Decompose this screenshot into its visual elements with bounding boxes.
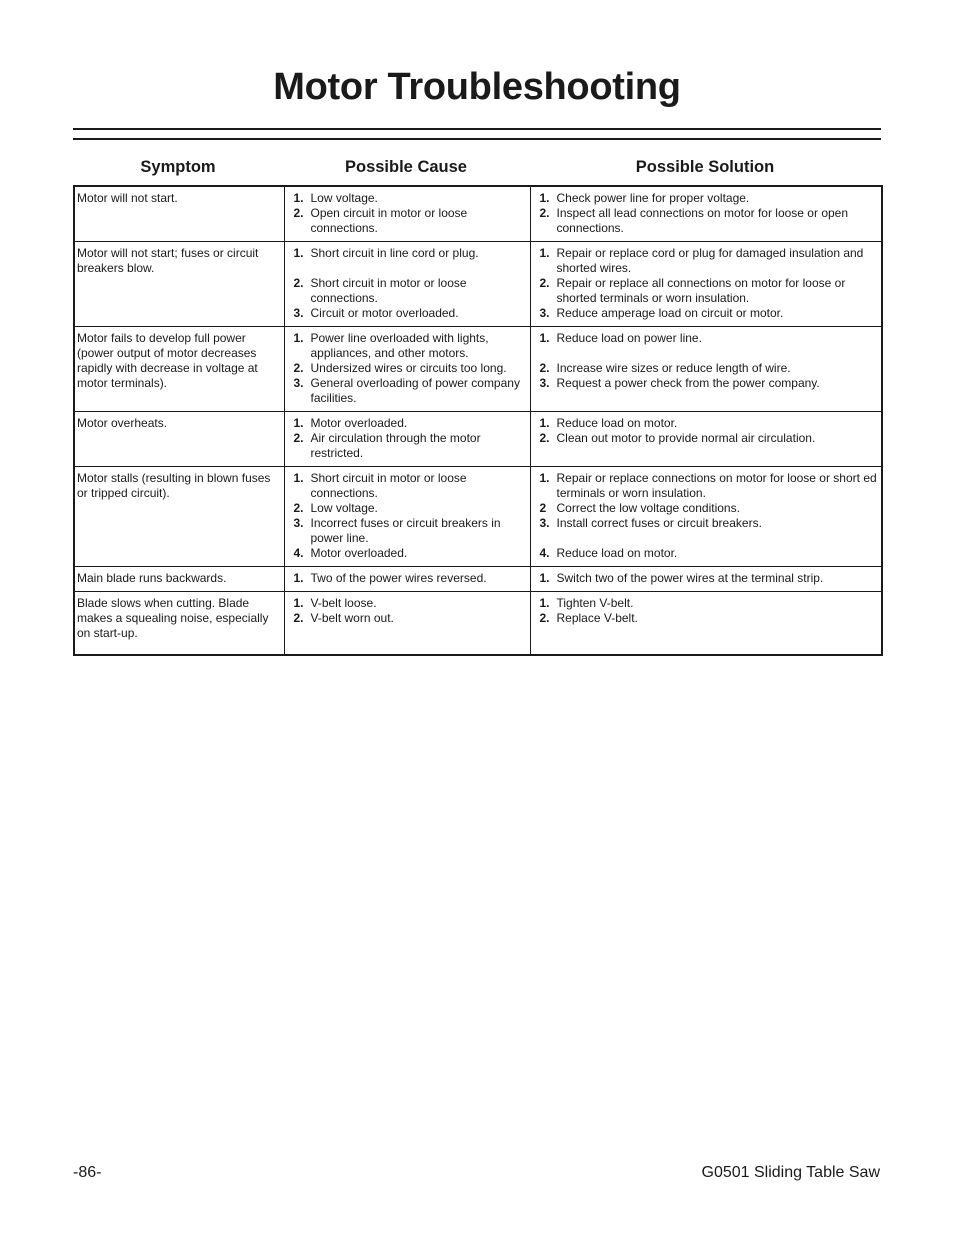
item-text: Switch two of the power wires at the terminal strip. (556, 571, 824, 585)
list-item (294, 276, 528, 306)
item-number: 3. (539, 516, 550, 530)
item-text: V-belt worn out. (310, 611, 394, 625)
list-item (540, 596, 880, 611)
symptom-cell: Motor fails to develop full power (power output of motor decreases rapidly with decrease in voltage at motor terminals). (74, 327, 284, 412)
item-text: Install correct fuses or circuit breakers. (556, 516, 762, 530)
item-text: Incorrect fuses or circuit breakers in power line. (310, 516, 501, 545)
item-number: 1. (293, 246, 304, 260)
cause-cell (284, 592, 530, 656)
header-possible-solution: Possible Solution (635, 158, 775, 176)
item-text: Motor overloaded. (310, 546, 408, 560)
item-number: 1. (539, 331, 550, 345)
list-item (540, 376, 880, 391)
troubleshooting-table (73, 185, 883, 656)
item-text: Reduce load on power line. (556, 331, 702, 345)
list-item (540, 501, 880, 516)
list-item (294, 571, 528, 586)
table-row (74, 467, 882, 567)
item-text: Motor overloaded. (310, 416, 408, 430)
list-item (540, 546, 880, 561)
list-item (540, 361, 880, 376)
item-number: 2. (293, 276, 304, 290)
cause-cell (284, 327, 530, 412)
list-item (294, 546, 528, 561)
cause-list (294, 471, 528, 561)
item-text: Short circuit in line cord or plug. (310, 246, 479, 260)
list-item (540, 611, 880, 626)
solution-list (540, 246, 880, 321)
item-number: 1. (539, 246, 550, 260)
item-text: Increase wire sizes or reduce length of wire. (556, 361, 791, 375)
symptom-cell: Main blade runs backwards. (74, 567, 284, 592)
item-number: 1. (539, 416, 550, 430)
table-body (74, 186, 882, 655)
list-item (540, 246, 880, 276)
cause-cell (284, 412, 530, 467)
solution-cell (530, 467, 882, 567)
item-text: Repair or replace connections on motor for loose or short ed terminals or worn insulation. (556, 471, 877, 500)
symptom-cell: Motor stalls (resulting in blown fuses or tripped circuit). (74, 467, 284, 567)
item-number: 2. (539, 431, 550, 445)
item-number: 2. (293, 361, 304, 375)
list-item (540, 306, 880, 321)
solution-list (540, 596, 880, 626)
solution-cell (530, 242, 882, 327)
cause-cell (284, 567, 530, 592)
header-possible-cause: Possible Cause (345, 158, 467, 176)
item-number: 2. (539, 206, 550, 220)
item-text: Tighten V-belt. (556, 596, 634, 610)
cause-cell (284, 186, 530, 242)
item-text: Two of the power wires reversed. (310, 571, 487, 585)
page-number: -86- (73, 1164, 102, 1181)
item-number: 2. (293, 431, 304, 445)
item-text: V-belt loose. (310, 596, 377, 610)
item-text: Repair or replace all connections on motor for loose or shorted terminals or worn insulation. (556, 276, 846, 305)
solution-cell (530, 592, 882, 656)
list-item (294, 376, 528, 406)
cause-list (294, 596, 528, 626)
item-text: General overloading of power company facilities. (310, 376, 520, 405)
list-item (294, 431, 528, 461)
list-item (294, 596, 528, 611)
list-item (294, 471, 528, 501)
solution-list (540, 331, 880, 391)
list-item (294, 246, 528, 261)
table-row (74, 412, 882, 467)
item-number: 3. (293, 376, 304, 390)
item-text: Circuit or motor overloaded. (310, 306, 459, 320)
item-text: Reduce load on motor. (556, 416, 678, 430)
item-text: Request a power check from the power company. (556, 376, 820, 390)
cause-list (294, 191, 528, 236)
item-number: 1. (293, 416, 304, 430)
list-item (540, 331, 880, 346)
title-rule-top (73, 128, 881, 130)
list-item (294, 501, 528, 516)
item-text: Inspect all lead connections on motor for loose or open connections. (556, 206, 849, 235)
item-text: Short circuit in motor or loose connections. (310, 471, 467, 500)
item-text: Open circuit in motor or loose connections. (310, 206, 468, 235)
item-number: 3. (293, 516, 304, 530)
solution-cell (530, 412, 882, 467)
item-text: Reduce amperage load on circuit or motor. (556, 306, 784, 320)
item-number: 2. (293, 501, 304, 515)
item-text: Correct the low voltage conditions. (556, 501, 740, 515)
item-number: 2. (293, 611, 304, 625)
item-number: 2. (539, 361, 550, 375)
item-text: Clean out motor to provide normal air circulation. (556, 431, 816, 445)
item-text: Reduce load on motor. (556, 546, 678, 560)
cause-list (294, 571, 528, 586)
solution-list (540, 471, 880, 561)
list-item (540, 191, 880, 206)
cause-list (294, 246, 528, 321)
list-item (294, 331, 528, 361)
item-number: 2. (539, 276, 550, 290)
item-text: Short circuit in motor or loose connections. (310, 276, 467, 305)
item-number: 1. (293, 471, 304, 485)
table-row (74, 592, 882, 656)
product-name: G0501 Sliding Table Saw (701, 1164, 880, 1181)
symptom-cell: Motor will not start. (74, 186, 284, 242)
item-number: 1. (293, 596, 304, 610)
list-item (294, 206, 528, 236)
item-number: 2. (293, 206, 304, 220)
list-item (540, 416, 880, 431)
item-number: 1. (539, 191, 550, 205)
solution-cell (530, 186, 882, 242)
table-row (74, 186, 882, 242)
item-number: 1. (293, 571, 304, 585)
item-number: 4. (293, 546, 304, 560)
cause-cell (284, 467, 530, 567)
list-item (540, 276, 880, 306)
item-number: 1. (293, 191, 304, 205)
item-number: 3. (293, 306, 304, 320)
item-number: 2 (539, 501, 547, 515)
list-item (540, 471, 880, 501)
cause-list (294, 416, 528, 461)
symptom-cell: Motor overheats. (74, 412, 284, 467)
header-symptom: Symptom (140, 158, 216, 176)
item-text: Replace V-belt. (556, 611, 638, 625)
item-number: 1. (539, 571, 550, 585)
list-item (294, 611, 528, 626)
item-number: 4. (539, 546, 550, 560)
solution-list (540, 571, 880, 586)
symptom-cell: Blade slows when cutting. Blade makes a squealing noise, especially on start-up. (74, 592, 284, 656)
item-text: Air circulation through the motor restricted. (310, 431, 481, 460)
table-row (74, 242, 882, 327)
table-row (74, 567, 882, 592)
list-item (540, 516, 880, 531)
item-number: 1. (539, 596, 550, 610)
item-number: 1. (539, 471, 550, 485)
symptom-cell: Motor will not start; fuses or circuit breakers blow. (74, 242, 284, 327)
item-text: Low voltage. (310, 501, 378, 515)
solution-cell (530, 567, 882, 592)
solution-cell (530, 327, 882, 412)
list-item (540, 431, 880, 446)
solution-list (540, 191, 880, 236)
list-item (294, 361, 528, 376)
list-item (294, 191, 528, 206)
item-text: Check power line for proper voltage. (556, 191, 750, 205)
item-number: 3. (539, 306, 550, 320)
item-text: Power line overloaded with lights, appliances, and other motors. (310, 331, 489, 360)
item-text: Undersized wires or circuits too long. (310, 361, 507, 375)
column-headers (73, 158, 881, 182)
list-item (294, 306, 528, 321)
item-number: 3. (539, 376, 550, 390)
item-number: 2. (539, 611, 550, 625)
list-item (540, 206, 880, 236)
list-item (294, 516, 528, 546)
item-number: 1. (293, 331, 304, 345)
title-rule-bottom (73, 138, 881, 140)
list-item (540, 571, 880, 586)
list-item (294, 416, 528, 431)
table-row (74, 327, 882, 412)
cause-cell (284, 242, 530, 327)
item-text: Low voltage. (310, 191, 378, 205)
page-title: Motor Troubleshooting (273, 66, 681, 108)
item-text: Repair or replace cord or plug for damaged insulation and shorted wires. (556, 246, 864, 275)
cause-list (294, 331, 528, 406)
solution-list (540, 416, 880, 446)
